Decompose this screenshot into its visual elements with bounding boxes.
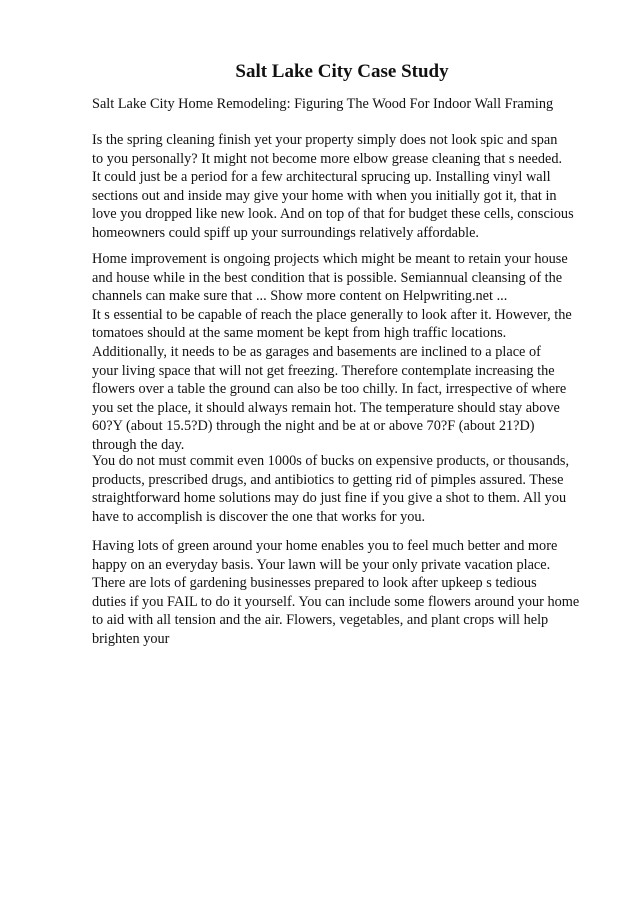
paragraph-line: Additionally, it needs to be as garages and basements are inclined to a place of	[92, 343, 541, 360]
paragraph-line: happy on an everyday basis. Your lawn will be your only private vacation place.	[92, 556, 551, 573]
paragraph-line: love you dropped like new look. And on top of that for budget these cells, conscious	[92, 206, 574, 223]
paragraph-line: Is the spring cleaning finish yet your property simply does not look spic and span	[92, 132, 558, 148]
paragraph-1	[92, 131, 574, 243]
paragraph-line: to you personally? It might not become more elbow grease cleaning that s needed.	[92, 150, 563, 167]
paragraph-line: Home improvement is ongoing projects which might be meant to retain your house	[92, 251, 568, 267]
paragraph-line: It s essential to be capable of reach the place generally to look after it. However, the	[92, 306, 572, 323]
paragraph-line: to aid with all tension and the air. Flowers, vegetables, and plant crops will help	[92, 612, 549, 629]
paragraph-line: It could just be a period for a few architectural sprucing up. Installing vinyl wall	[92, 169, 551, 186]
paragraph-line: duties if you FAIL to do it yourself. You can include some flowers around your home	[92, 593, 580, 610]
paragraph-line: and house while in the best condition that is possible. Semiannual cleansing of the	[92, 269, 563, 286]
document-title: Salt Lake City Case Study	[235, 61, 449, 82]
paragraph-line: have to accomplish is discover the one that works for you.	[92, 508, 426, 525]
paragraph-line: through the day.	[92, 436, 185, 453]
paragraph-line: 60?Y (about 15.5?D) through the night and be at or above 70?F (about 21?D)	[92, 418, 535, 435]
document-subtitle: Salt Lake City Home Remodeling: Figuring The Wood For Indoor Wall Framing	[92, 96, 554, 112]
paragraph-line: tomatoes should at the same moment be kept from high traffic locations.	[92, 325, 507, 342]
paragraph-line: There are lots of gardening businesses prepared to look after upkeep s tedious	[92, 575, 537, 592]
paragraph-2	[92, 250, 572, 455]
paragraph-3	[92, 452, 569, 526]
paragraph-4	[92, 537, 579, 649]
paragraph-line: straightforward home solutions may do just fine if you give a shot to them. All you	[92, 490, 567, 507]
paragraph-line: channels can make sure that ... Show more content on Helpwriting.net ...	[92, 288, 508, 305]
paragraph-line: you set the place, it should always remain hot. The temperature should stay above	[92, 399, 560, 416]
paragraph-line: You do not must commit even 1000s of bucks on expensive products, or thousands,	[92, 453, 570, 469]
paragraph-line: homeowners could spiff up your surroundings relatively affordable.	[92, 224, 479, 241]
paragraph-line: brighten your	[92, 630, 170, 647]
paragraph-line: sections out and inside may give your home with when you initially got it, that in	[92, 187, 557, 204]
paragraph-line: products, prescribed drugs, and antibiotics to getting rid of pimples assured. These	[92, 471, 564, 488]
paragraph-line: Having lots of green around your home enables you to feel much better and more	[92, 538, 558, 554]
paragraph-line: your living space that will not get freezing. Therefore contemplate increasing the	[92, 362, 555, 379]
paragraph-line: flowers over a table the ground can also be too chilly. In fact, irrespective of where	[92, 381, 567, 398]
